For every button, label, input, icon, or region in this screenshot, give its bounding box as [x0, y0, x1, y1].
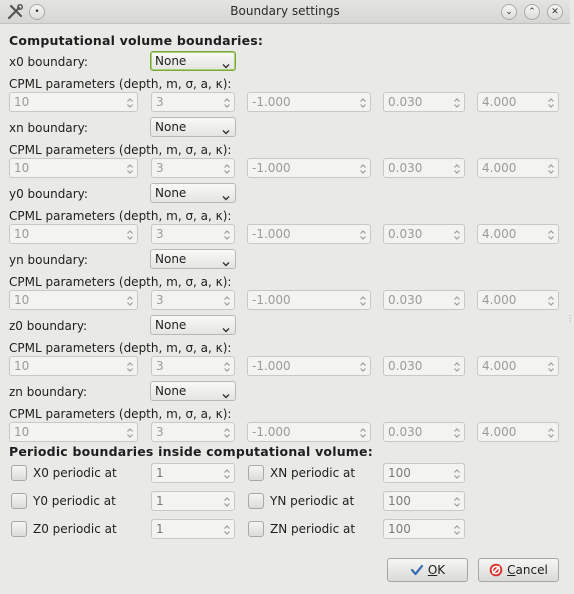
spinbox-value: 0.030	[388, 293, 423, 307]
spin-arrows-icon[interactable]	[547, 294, 555, 306]
spinbox-value: 100	[388, 522, 411, 536]
chevron-down-icon	[222, 321, 230, 329]
titlebar	[0, 0, 570, 24]
cpml-m-spinbox[interactable]	[151, 92, 235, 112]
spinbox-value: 4.000	[482, 95, 517, 109]
cpml-parameters-label: CPML parameters (depth, m, σ, a, κ):	[9, 77, 232, 91]
cpml-kappa-spinbox[interactable]	[477, 356, 559, 376]
cpml-kappa-spinbox[interactable]	[477, 422, 559, 442]
periodic-right-checkbox[interactable]	[248, 465, 264, 481]
spinbox-value: -1.000	[252, 161, 291, 175]
periodic-right-label: ZN periodic at	[270, 522, 356, 536]
spinbox-value: -1.000	[252, 227, 291, 241]
cancel-button[interactable]	[478, 558, 559, 582]
spin-arrows-icon[interactable]	[453, 426, 461, 438]
spinbox-value: 3	[156, 227, 164, 241]
spin-arrows-icon[interactable]	[223, 96, 231, 108]
boundary-type-value: None	[155, 384, 187, 398]
spin-arrows-icon[interactable]	[223, 426, 231, 438]
cpml-depth-spinbox[interactable]	[9, 158, 138, 178]
periodic-left-spinbox[interactable]	[151, 519, 235, 539]
boundary-label: xn boundary:	[9, 121, 88, 135]
boundary-type-combo[interactable]	[150, 51, 236, 71]
chevron-down-icon	[222, 387, 230, 395]
boundary-type-value: None	[155, 54, 187, 68]
spin-arrows-icon[interactable]	[359, 228, 367, 240]
periodic-right-spinbox[interactable]	[383, 491, 465, 511]
periodic-left-checkbox[interactable]	[11, 521, 27, 537]
cpml-sigma-spinbox[interactable]	[247, 224, 371, 244]
spin-arrows-icon[interactable]	[359, 294, 367, 306]
cpml-kappa-spinbox[interactable]	[477, 290, 559, 310]
spinbox-value: 3	[156, 95, 164, 109]
boundary-type-combo[interactable]	[150, 117, 236, 137]
spinbox-value: 4.000	[482, 425, 517, 439]
periodic-left-spinbox[interactable]	[151, 463, 235, 483]
spin-arrows-icon[interactable]	[126, 426, 134, 438]
spinbox-value: -1.000	[252, 425, 291, 439]
periodic-left-label: Z0 periodic at	[33, 522, 117, 536]
cpml-a-spinbox[interactable]	[383, 422, 465, 442]
spinbox-value: -1.000	[252, 359, 291, 373]
cpml-depth-spinbox[interactable]	[9, 356, 138, 376]
spin-arrows-icon[interactable]	[126, 294, 134, 306]
cpml-parameters-label: CPML parameters (depth, m, σ, a, κ):	[9, 209, 232, 223]
cpml-sigma-spinbox[interactable]	[247, 158, 371, 178]
spinbox-value: 10	[14, 227, 30, 241]
spin-arrows-icon[interactable]	[359, 426, 367, 438]
spinbox-value: 0.030	[388, 227, 423, 241]
periodic-right-label: YN periodic at	[270, 494, 355, 508]
dialog-content	[0, 24, 574, 594]
spinbox-value: 4.000	[482, 227, 517, 241]
spin-arrows-icon[interactable]	[223, 495, 231, 507]
spinbox-value: -1.000	[252, 293, 291, 307]
cpml-kappa-spinbox[interactable]	[477, 92, 559, 112]
cpml-sigma-spinbox[interactable]	[247, 290, 371, 310]
minimize-icon[interactable]: ⌄	[501, 4, 517, 20]
spinbox-value: 100	[388, 466, 411, 480]
ok-mnemonic: O	[427, 563, 438, 577]
cpml-a-spinbox[interactable]	[383, 224, 465, 244]
boundary-type-combo[interactable]	[150, 183, 236, 203]
spin-arrows-icon[interactable]	[547, 228, 555, 240]
spin-arrows-icon[interactable]	[223, 523, 231, 535]
cpml-m-spinbox[interactable]	[151, 158, 235, 178]
boundary-type-value: None	[155, 120, 187, 134]
volume-heading: Computational volume boundaries:	[9, 33, 264, 48]
window-title: Boundary settings	[230, 4, 340, 18]
spin-arrows-icon[interactable]	[223, 228, 231, 240]
cpml-depth-spinbox[interactable]	[9, 92, 138, 112]
cpml-m-spinbox[interactable]	[151, 422, 235, 442]
spin-arrows-icon[interactable]	[126, 162, 134, 174]
cpml-depth-spinbox[interactable]	[9, 290, 138, 310]
chevron-down-icon	[222, 57, 230, 65]
spin-arrows-icon[interactable]	[453, 495, 461, 507]
cpml-parameters-label: CPML parameters (depth, m, σ, a, κ):	[9, 275, 232, 289]
spin-arrows-icon[interactable]	[223, 360, 231, 372]
boundary-label: y0 boundary:	[9, 187, 88, 201]
boundary-type-value: None	[155, 186, 187, 200]
ok-label-rest: K	[437, 563, 446, 577]
cpml-kappa-spinbox[interactable]	[477, 224, 559, 244]
spin-arrows-icon[interactable]	[453, 360, 461, 372]
cancel-icon	[489, 562, 503, 576]
boundary-label: zn boundary:	[9, 385, 88, 399]
spinbox-value: 4.000	[482, 359, 517, 373]
cpml-a-spinbox[interactable]	[383, 92, 465, 112]
spin-arrows-icon[interactable]	[453, 162, 461, 174]
cpml-a-spinbox[interactable]	[383, 290, 465, 310]
cpml-a-spinbox[interactable]	[383, 356, 465, 376]
spinbox-value: 10	[14, 425, 30, 439]
boundary-type-combo[interactable]	[150, 381, 236, 401]
cpml-sigma-spinbox[interactable]	[247, 92, 371, 112]
spin-arrows-icon[interactable]	[359, 162, 367, 174]
periodic-right-label: XN periodic at	[270, 466, 356, 480]
spin-arrows-icon[interactable]	[359, 96, 367, 108]
cpml-depth-spinbox[interactable]	[9, 224, 138, 244]
boundary-type-value: None	[155, 318, 187, 332]
spin-arrows-icon[interactable]	[453, 467, 461, 479]
spinbox-value: 0.030	[388, 95, 423, 109]
spinbox-value: 1	[156, 466, 164, 480]
spin-arrows-icon[interactable]	[126, 228, 134, 240]
boundary-type-combo[interactable]	[150, 249, 236, 269]
boundary-type-combo[interactable]	[150, 315, 236, 335]
spinbox-value: 100	[388, 494, 411, 508]
spin-arrows-icon[interactable]	[126, 96, 134, 108]
spinbox-value: 10	[14, 293, 30, 307]
spin-arrows-icon[interactable]	[547, 360, 555, 372]
chevron-down-icon	[222, 255, 230, 263]
periodic-left-checkbox[interactable]	[11, 493, 27, 509]
boundary-type-value: None	[155, 252, 187, 266]
spin-arrows-icon[interactable]	[223, 162, 231, 174]
periodic-right-checkbox[interactable]	[248, 521, 264, 537]
spinbox-value: 4.000	[482, 293, 517, 307]
spinbox-value: 0.030	[388, 161, 423, 175]
spinbox-value: 10	[14, 161, 30, 175]
spinbox-value: 3	[156, 359, 164, 373]
cpml-parameters-label: CPML parameters (depth, m, σ, a, κ):	[9, 407, 232, 421]
cpml-sigma-spinbox[interactable]	[247, 356, 371, 376]
spin-arrows-icon[interactable]	[547, 96, 555, 108]
cpml-m-spinbox[interactable]	[151, 224, 235, 244]
spinbox-value: 3	[156, 161, 164, 175]
spinbox-value: 3	[156, 293, 164, 307]
ok-button[interactable]	[387, 558, 468, 582]
periodic-left-label: X0 periodic at	[33, 466, 117, 480]
cpml-parameters-label: CPML parameters (depth, m, σ, a, κ):	[9, 143, 232, 157]
spin-arrows-icon[interactable]	[223, 467, 231, 479]
spin-arrows-icon[interactable]	[453, 523, 461, 535]
spinbox-value: -1.000	[252, 95, 291, 109]
periodic-left-label: Y0 periodic at	[33, 494, 116, 508]
spin-arrows-icon[interactable]	[223, 294, 231, 306]
window-menu-icon[interactable]: •	[29, 4, 45, 20]
chevron-down-icon	[222, 123, 230, 131]
cpml-m-spinbox[interactable]	[151, 290, 235, 310]
cpml-m-spinbox[interactable]	[151, 356, 235, 376]
spin-arrows-icon[interactable]	[453, 228, 461, 240]
cpml-sigma-spinbox[interactable]	[247, 422, 371, 442]
periodic-right-spinbox[interactable]	[383, 463, 465, 483]
periodic-heading: Periodic boundaries inside computational volume:	[9, 444, 373, 459]
spinbox-value: 0.030	[388, 425, 423, 439]
periodic-right-checkbox[interactable]	[248, 493, 264, 509]
periodic-left-spinbox[interactable]	[151, 491, 235, 511]
spinbox-value: 10	[14, 95, 30, 109]
periodic-right-spinbox[interactable]	[383, 519, 465, 539]
cancel-mnemonic: C	[507, 563, 516, 577]
checkmark-icon	[410, 562, 424, 576]
spin-arrows-icon[interactable]	[547, 426, 555, 438]
spin-arrows-icon[interactable]	[359, 360, 367, 372]
boundary-label: yn boundary:	[9, 253, 88, 267]
spin-arrows-icon[interactable]	[547, 162, 555, 174]
spinbox-value: 1	[156, 494, 164, 508]
cpml-parameters-label: CPML parameters (depth, m, σ, a, κ):	[9, 341, 232, 355]
cpml-depth-spinbox[interactable]	[9, 422, 138, 442]
close-icon[interactable]: ✕	[547, 4, 563, 20]
chevron-down-icon	[222, 189, 230, 197]
cancel-label-rest: ancel	[515, 563, 548, 577]
spinbox-value: 10	[14, 359, 30, 373]
periodic-left-checkbox[interactable]	[11, 465, 27, 481]
spinbox-value: 3	[156, 425, 164, 439]
cpml-kappa-spinbox[interactable]	[477, 158, 559, 178]
spin-arrows-icon[interactable]	[453, 294, 461, 306]
resize-grip[interactable]: ⋮	[566, 314, 574, 323]
spinbox-value: 1	[156, 522, 164, 536]
cpml-a-spinbox[interactable]	[383, 158, 465, 178]
spin-arrows-icon[interactable]	[453, 96, 461, 108]
boundary-label: x0 boundary:	[9, 55, 88, 69]
spin-arrows-icon[interactable]	[126, 360, 134, 372]
spinbox-value: 0.030	[388, 359, 423, 373]
spinbox-value: 4.000	[482, 161, 517, 175]
maximize-icon[interactable]: ⌃	[524, 4, 540, 20]
boundary-label: z0 boundary:	[9, 319, 88, 333]
